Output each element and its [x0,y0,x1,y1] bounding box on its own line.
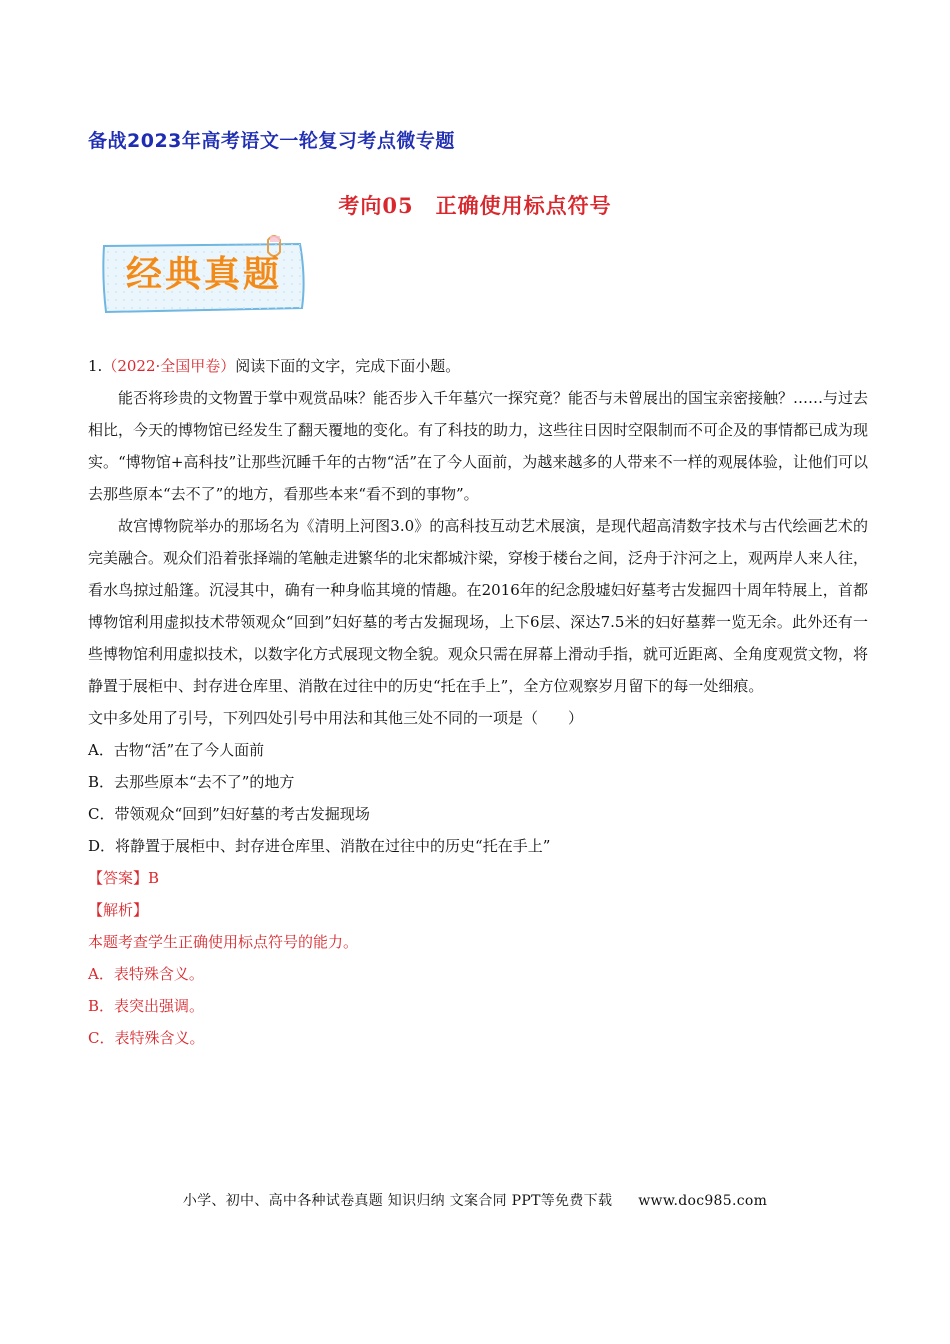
question-stem: 文中多处用了引号，下列四处引号中用法和其他三处不同的一项是（ ） [88,709,584,727]
analysis-line-3: B．表突出强调。 [88,997,205,1015]
option-c: C．带领观众“回到”妇好墓的考古发掘现场 [88,805,370,823]
passage-paragraph-2: 故宫博物院举办的那场名为《清明上河图3.0》的高科技互动艺术展演，是现代超高清数字技术与古代绘画艺术的完美融合。观众们沿着张择端的笔触走进繁华的北宋都城汴梁，穿梭于楼台之间，泛舟于汴河之上，观两岸人来人往，看水鸟掠过船篷。沉浸其中，确有一种身临其境的情趣。在2016年的纪念殷墟妇好墓考古发掘四十周年特展上，首都博物馆利用虚拟技术带领观众“回到”妇好墓的考古发掘现场，上下6层、深达7.5米的妇好墓葬一览无余。此外还有一些博物馆利用虚拟技术，以数字化方式展现文物全貌。观众只需在屏幕上滑动手指，就可近距离、全角度观赏文物，将静置于展柜中、封存进仓库里、消散在过往中的历史“托在手上”，全方位观察岁月留下的每一处细痕。 [88,517,869,695]
topic-title: 考向05 正确使用标点符号 [338,193,612,218]
option-a: A．古物“活”在了今人面前 [88,741,265,759]
footer-site-link[interactable]: www.doc985.com [638,1193,768,1209]
question-block [88,350,868,1054]
analysis-label: 【解析】 [88,901,149,919]
answer-label: 【答案】 [88,869,149,887]
option-b: B．去那些原本“去不了”的地方 [88,773,295,791]
analysis-line-1: 本题考查学生正确使用标点符号的能力。 [88,933,359,951]
classic-questions-banner [98,234,310,320]
answer-line [88,862,868,894]
series-title: 备战2023年高考语文一轮复习考点微专题 [88,130,455,152]
analysis-line-2: A．表特殊含义。 [88,965,204,983]
page-footer [0,1190,950,1210]
option-d: D．将静置于展柜中、封存进仓库里、消散在过往中的历史“托在手上” [88,837,551,855]
analysis-line-4: C．表特殊含义。 [88,1029,205,1047]
question-prompt: 阅读下面的文字，完成下面小题。 [235,357,461,375]
question-source: （2022·全国甲卷） [102,357,236,375]
passage-paragraph-1: 能否将珍贵的文物置于掌中观赏品味？能否步入千年墓穴一探究竟？能否与未曾展出的国宝亲密接触？……与过去相比，今天的博物馆已经发生了翻天覆地的变化。有了科技的助力，这些往日因时空限制而不可企及的事情都已成为现实。“博物馆+高科技”让那些沉睡千年的古物“活”在了今人面前，为越来越多的人带来不一样的观展体验，让他们可以去那些原本“去不了”的地方，看那些本来“看不到的事物”。 [88,389,869,503]
footer-text: 小学、初中、高中各种试卷真题 知识归纳 文案合同 PPT等免费下载 [182,1193,613,1209]
question-header [88,350,868,382]
banner-label: 经典真题 [125,254,282,295]
answer-value: B [148,869,160,887]
question-number: 1. [88,357,103,375]
